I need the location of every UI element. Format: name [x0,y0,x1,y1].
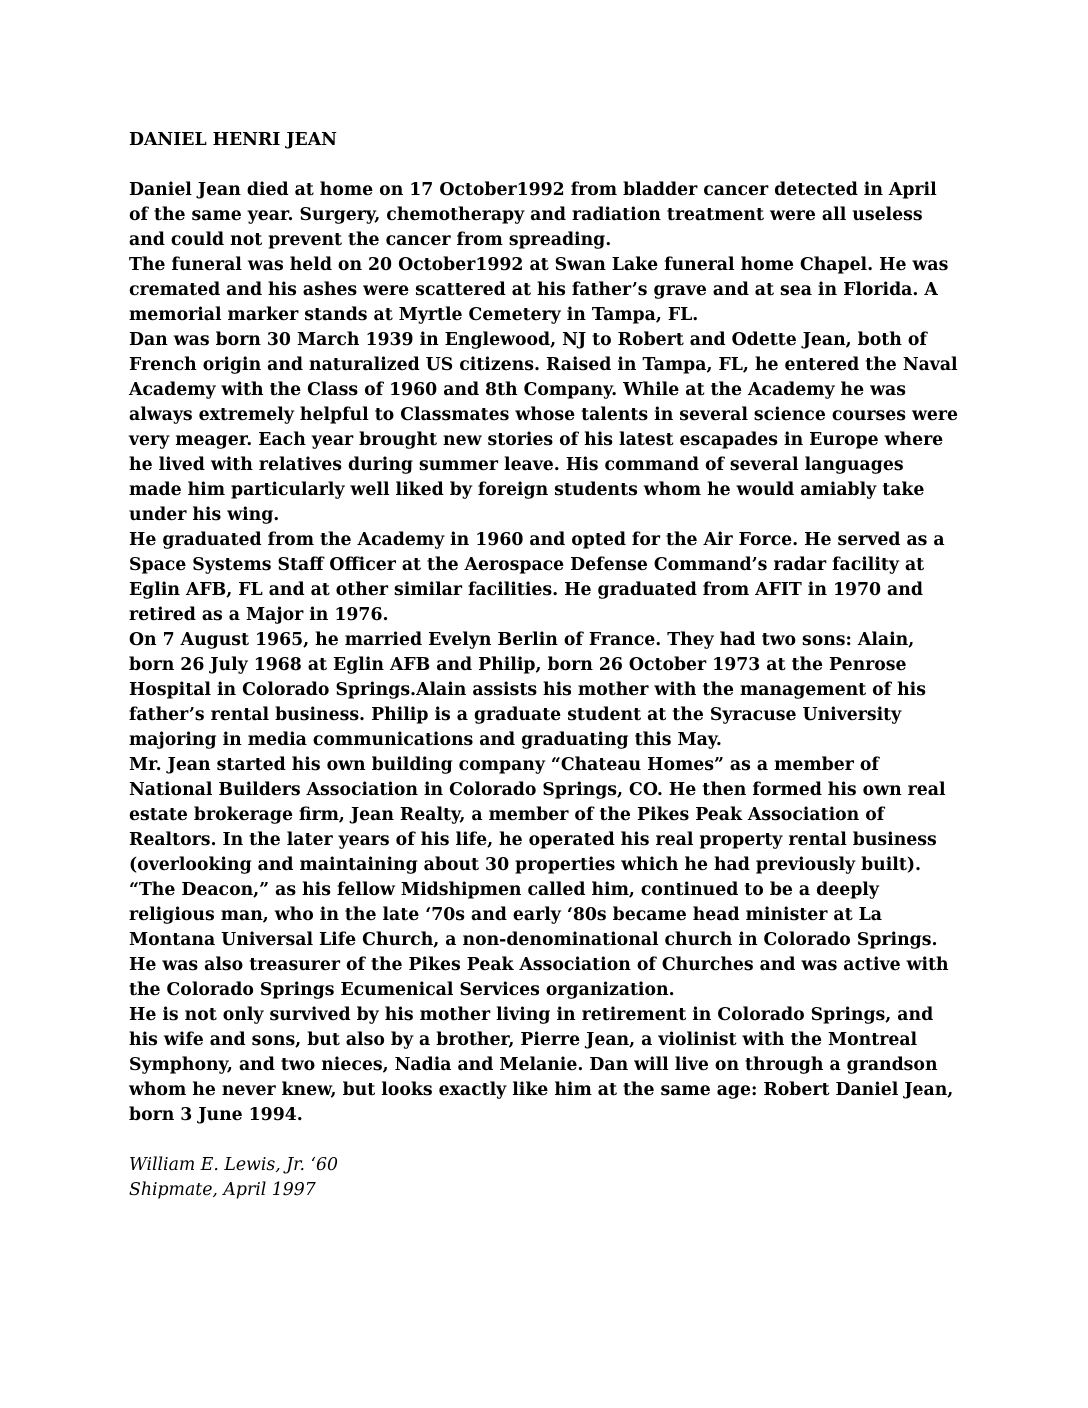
paragraph-family: On 7 August 1965, he married Evelyn Berlin of France. They had two sons: Alain, born 26 July 1968 at Eglin AFB and Philip, born 26 October 1973 at the Penrose Hospital in Colorado Springs.Alain assists his mother with the management of his father’s rental business. Philip is a graduate student at the Syracuse University majoring in media communications and graduating this May. [129,630,926,750]
signature-source: Shipmate, April 1997 [129,1180,316,1200]
paragraph-survivors: He is not only survived by his mother living in retirement in Colorado Springs, and his wife and sons, but also by a brother, Pierre Jean, a violinist with the Montreal Symphony, and two nieces, Nadia and Melanie. Dan will live on through a grandson whom he never knew, but looks exactly like him at the same age: Robert Daniel Jean, born 3 June 1994. [129,1005,954,1125]
paragraph-early-life: Dan was born 30 March 1939 in Englewood, NJ to Robert and Odette Jean, both of French origin and naturalized US citizens. Raised in Tampa, FL, he entered the Naval Academy with the Class of 1960 and 8th Company. While at the Academy he was always extremely helpful to Classmates whose talents in several science courses were very meager. Each year brought new stories of his latest escapades in Europe where he lived with relatives during summer leave. His command of several languages made him particularly well liked by foreign students whom he would amiably take under his wing. [129,330,958,525]
signature-author: William E. Lewis, Jr. ‘60 [129,1155,338,1175]
document-title: DANIEL HENRI JEAN [129,130,337,150]
paragraph-death: Daniel Jean died at home on 17 October1992 from bladder cancer detected in April of the same year. Surgery, chemotherapy and radiation treatment were all useless and could not prevent the cancer from spreading. [129,180,937,250]
paragraph-air-force: He graduated from the Academy in 1960 and opted for the Air Force. He served as a Space Systems Staff Officer at the Aerospace Defense Command’s radar facility at Eglin AFB, FL and at other similar facilities. He graduated from AFIT in 1970 and retired as a Major in 1976. [129,530,945,625]
document-page [129,128,959,1203]
paragraph-religion: “The Deacon,” as his fellow Midshipmen called him, continued to be a deeply religious man, who in the late ‘70s and early ‘80s became head minister at La Montana Universal Life Church, a non-denominational church in Colorado Springs. He was also treasurer of the Pikes Peak Association of Churches and was active with the Colorado Springs Ecumenical Services organization. [129,880,949,1000]
paragraph-funeral: The funeral was held on 20 October1992 at Swan Lake funeral home Chapel. He was cremated and his ashes were scattered at his father’s grave and at sea in Florida. A memorial marker stands at Myrtle Cemetery in Tampa, FL. [129,255,949,325]
signature-block [129,1153,959,1203]
paragraph-business: Mr. Jean started his own building company “Chateau Homes” as a member of National Builders Association in Colorado Springs, CO. He then formed his own real estate brokerage firm, Jean Realty, a member of the Pikes Peak Association of Realtors. In the later years of his life, he operated his real property rental business (overlooking and maintaining about 30 properties which he had previously built). [129,755,946,875]
